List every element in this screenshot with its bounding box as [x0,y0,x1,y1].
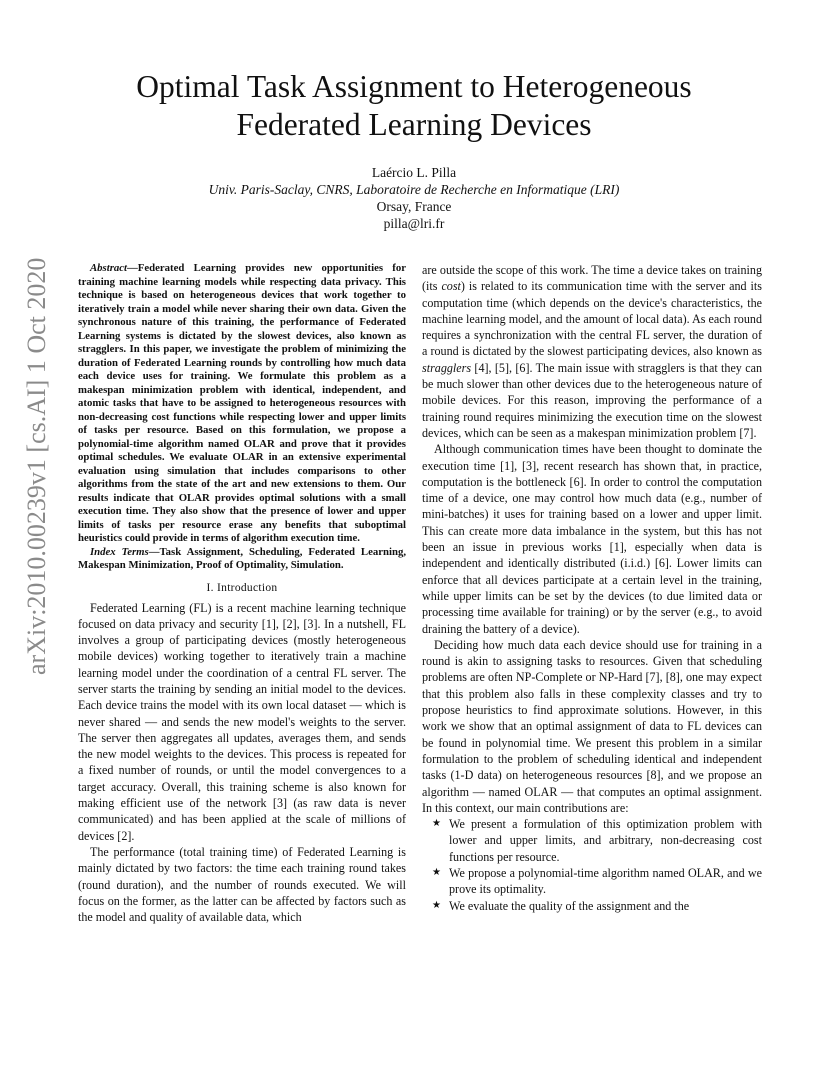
intro-paragraph-5: Deciding how much data each device should use for training in a round is akin to assigning tasks to resources. Given that scheduling problems are often NP-Complete or NP-Hard [7], [8], one may expect that this problem also falls in these complexity classes and try to propose heuristics to find approximate solutions. However, in this work we show that an optimal assignment of data to FL devices can be found in polynomial time. We present this problem in a similar formulation to the problem of scheduling identical and independent tasks (1-D data) on heterogeneous resources [8], and we propose an algorithm — named OLAR — that computes an optimal assignment. In this context, our main contributions are: [422,637,762,815]
para3-part-b: ) is related to its communication time with the server and its computation time (which depends on the device's characteristics, the machine learning model, and the amount of local data). As each round requires a synchronization with the central FL server, the duration of a round is dictated by the slowest participating devices, also known as [422,279,762,359]
contributions-list [422,816,762,914]
index-terms-text: —Task Assignment, Scheduling, Federated Learning, Makespan Minimization, Proof of Optimality, Simulation. [78,545,407,571]
intro-paragraph-2: The performance (total training time) of Federated Learning is mainly dictated by two factors: the time each training round takes (round duration), and the number of rounds executed. We will focus on the former, as the latter can be affected by factors such as the model and quality of available data, which [78,844,406,925]
contribution-text: We evaluate the quality of the assignment and the [449,898,690,913]
contribution-text: We propose a polynomial-time algorithm named OLAR, and we prove its optimality. [449,865,762,897]
intro-paragraph-1: Federated Learning (FL) is a recent machine learning technique focused on data privacy and security [1], [2], [3]. In a nutshell, FL involves a group of participating devices (mostly heterogeneous mobile devices) working together to iteratively train a machine learning model under the coordination of a central FL server. The server starts the training by sending an initial model to the devices. Each device trains the model with its own local dataset — which is never shared — and sends the new model's weights to the server. The server then aggregates all updates, averages them, and sends the new model weights to the devices. This process is repeated for a fixed number of rounds, or until the model convergences to a target accuracy. Overall, this training scheme is also known for making efficient use of the network [3] (as raw data is never communicated) and has been applied at the scale of millions of devices [2]. [78,600,406,843]
star-bullet-icon: ★ [432,899,441,911]
author-affiliation: Univ. Paris-Saclay, CNRS, Laboratoire de Recherche en Informatique (LRI) [208,182,620,197]
author-name: Laércio L. Pilla [371,165,457,180]
index-terms-label: Index Terms [90,545,149,558]
arxiv-identifier: arXiv:2010.00239v1 [cs.AI] 1 Oct 2020 [22,257,51,675]
contribution-text: We present a formulation of this optimization problem with lower and upper limits, and arbitrary, non-decreasing cost functions per resource. [449,817,762,864]
para3-part-c: [4], [5], [6]. The main issue with stragglers is that they can be much slower than other devices due to the heterogeneous nature of mobile devices. For this reason, improving the performance of a training round requires minimizing the execution time on the slowest devices, which can be seen as a makespan minimization problem [7]. [422,360,762,440]
author-email: pilla@lri.fr [383,216,445,231]
para3-term-cost: cost [441,279,461,294]
para3-term-stragglers: stragglers [422,360,472,375]
title-line-1: Optimal Task Assignment to Heterogeneous [136,69,692,104]
paper-title [80,68,748,144]
abstract-label: Abstract [90,262,128,274]
star-bullet-icon: ★ [432,818,441,830]
left-column [78,262,406,925]
intro-paragraph-4: Although communication times have been thought to dominate the execution time [1], [3], recent research has shown that, in practice, computation is the bottleneck [6]. In order to control the computation time of a device, one may control how much data (e.g., number of mini-batches) it uses for training based on a lower and upper limit. This can create more data imbalance in the system, but this has not been an issue in previous works [1], especially when data is independent and identically distributed (i.i.d.) [6]. Lower limits can enforce that all devices participate at a certain level in the training, while upper limits can be set by the devices (to due limited data or processing time available for training) or by the server (e.g., to avoid draining the battery of a device). [422,442,762,636]
list-item [422,865,762,898]
index-terms [78,546,406,573]
abstract [78,262,406,546]
para3-part-a: are outside the scope of this work. The time a device takes on training (its [422,263,762,294]
list-item [422,898,762,914]
abstract-text: —Federated Learning provides new opportunities for training machine learning models while respecting data privacy. This technique is based on heterogeneous devices that work together to iteratively train a model while never sharing their own data. Given the synchronous nature of this training, the performance of Federated Learning systems is dictated by the slowest devices, also known as stragglers. In this paper, we investigate the problem of minimizing the duration of Federated Learning rounds by controlling how much data each device uses for training. We formulate this problem as a makespan minimization problem with identical, independent, and atomic tasks that have to be assigned to heterogeneous resources with non-decreasing cost functions while respecting lower and upper limits of tasks per resource. Based on this formulation, we propose a polynomial-time algorithm named OLAR and prove that it provides optimal schedules. We evaluate OLAR in an extensive experimental evaluation using simulation that includes comparisons to other algorithms from the state of the art and new extensions to them. Our results indicate that OLAR provides optimal solutions with a small execution time. They also show that the presence of lower and upper limits of tasks per resource erase any benefits that suboptimal heuristics could provide in terms of algorithm execution time. [78,262,406,544]
star-bullet-icon: ★ [432,866,441,878]
intro-paragraph-3 [422,262,762,441]
list-item [422,816,762,865]
author-block [80,164,748,232]
section-heading [78,580,406,596]
section-heading-text: I. Introduction [206,581,278,594]
right-column [422,262,762,914]
title-line-2: Federated Learning Devices [236,107,592,142]
author-location: Orsay, France [376,199,452,214]
